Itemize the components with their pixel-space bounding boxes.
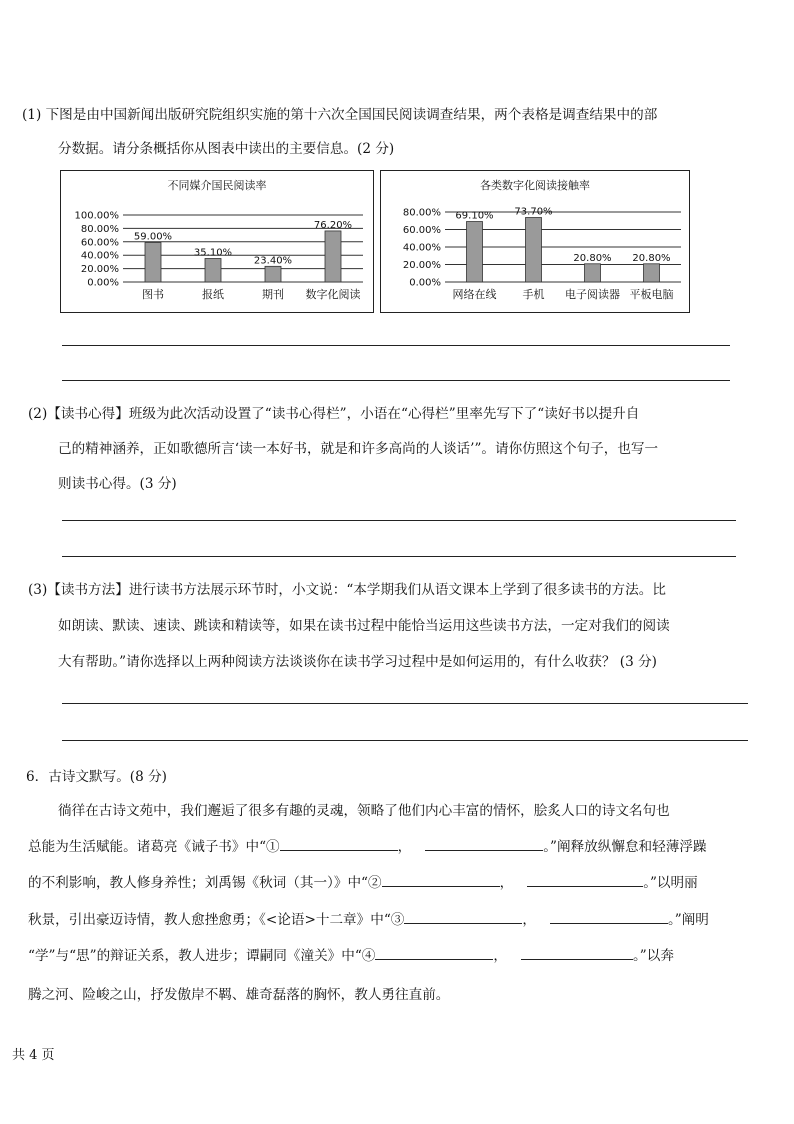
q2-line-1: (2)【读书心得】班级为此次活动设置了“读书心得栏”，小语在“心得栏”里率先写下了“读好书以提升自 — [28, 406, 640, 422]
q6-line-5-text-a: “学”与“思”的辩证关系，教人进步；谭嗣同《潼关》中“④ — [28, 948, 376, 964]
y-tick-label: 80.00% — [80, 223, 119, 235]
chart1-title: 不同媒介国民阅读率 — [167, 179, 267, 192]
answer-line[interactable] — [62, 556, 736, 557]
q3-line-1: (3)【读书方法】进行读书方法展示环节时，小文说：“本学期我们从语文课本上学到了很多读书的方法。比 — [28, 582, 666, 598]
bar — [145, 242, 161, 282]
bar — [265, 266, 281, 282]
x-category-label: 数字化阅读 — [305, 288, 361, 301]
x-category-label: 网络在线 — [452, 288, 497, 301]
q6-heading: 6．古诗文默写。(8 分) — [26, 769, 167, 785]
x-category-label: 手机 — [522, 288, 545, 301]
q2-line-3: 则读书心得。(3 分) — [58, 476, 177, 492]
page-footer: 共 4 页 — [12, 1048, 55, 1063]
fill-blank-3a[interactable] — [404, 909, 522, 924]
x-category-label: 平板电脑 — [629, 288, 674, 301]
fill-blank-4b[interactable] — [521, 945, 633, 960]
bar-value-label: 23.40% — [253, 255, 293, 267]
q6-line-2-text-a: 总能为生活赋能。诸葛亮《诫子书》中“① — [28, 839, 280, 855]
fill-blank-2a[interactable] — [382, 872, 500, 887]
q6-line-5-comma: ， — [493, 948, 507, 964]
bar-value-label: 20.80% — [632, 252, 671, 264]
y-tick-label: 0.00% — [87, 277, 119, 289]
q3-line-2: 如朗读、默读、速读、跳读和精读等，如果在读书过程中能恰当运用这些读书方法，一定对我们的阅读 — [58, 618, 670, 634]
q3-line-3: 大有帮助。”请你选择以上两种阅读方法谈谈你在读书学习过程中是如何运用的，有什么收获？ (3 分) — [58, 654, 657, 670]
fill-blank-4a[interactable] — [375, 945, 493, 960]
bar — [644, 264, 660, 282]
answer-line[interactable] — [62, 345, 730, 346]
q6-line-4-text-c: 。”阐明 — [667, 912, 709, 928]
y-tick-label: 20.00% — [80, 264, 119, 276]
bar-value-label: 35.10% — [193, 247, 233, 259]
bar — [205, 258, 221, 282]
y-tick-label: 20.00% — [402, 260, 441, 271]
q6-line-3-comma: ， — [499, 875, 514, 891]
x-category-label: 电子阅读器 — [565, 288, 620, 301]
y-tick-label: 60.00% — [80, 237, 119, 249]
bar — [325, 231, 341, 282]
bar-value-label: 59.00% — [133, 231, 173, 243]
fill-blank-1a[interactable] — [280, 836, 398, 851]
x-category-label: 图书 — [142, 288, 164, 301]
y-tick-label: 40.00% — [80, 250, 119, 262]
chart-media-reading-rate — [60, 170, 374, 313]
q6-line-3-text-c: 。”以明丽 — [643, 875, 698, 891]
q6-line-5-text-c: 。”以奔 — [633, 948, 674, 964]
q6-line-3 — [28, 871, 698, 891]
bar — [467, 222, 483, 282]
q6-line-4-comma: ， — [522, 912, 536, 928]
x-category-label: 期刊 — [262, 288, 284, 301]
answer-line[interactable] — [62, 520, 736, 521]
answer-line[interactable] — [62, 703, 748, 704]
answer-line[interactable] — [62, 740, 748, 741]
q6-line-2-comma: ， — [397, 839, 412, 855]
q1-line-2: 分数据。请分条概括你从图表中读出的主要信息。(2 分) — [58, 141, 395, 157]
q6-line-6: 腾之河、险峻之山，抒发傲岸不羁、雄奇磊落的胸怀，教人勇往直前。 — [28, 987, 450, 1003]
bar — [585, 264, 601, 282]
q6-line-3-text-a: 的不利影响，教人修身养性；刘禹锡《秋词（其一）》中“② — [28, 875, 382, 891]
answer-line[interactable] — [62, 380, 730, 381]
q6-line-2 — [28, 835, 707, 855]
q6-line-1: 徜徉在古诗文苑中，我们邂逅了很多有趣的灵魂，领略了他们内心丰富的情怀，脍炙人口的诗文名句也 — [58, 803, 670, 819]
y-tick-label: 100.00% — [74, 210, 119, 222]
y-tick-label: 80.00% — [402, 207, 441, 219]
fill-blank-1b[interactable] — [425, 836, 543, 851]
q6-line-5 — [28, 944, 674, 964]
q6-line-4-text-a: 秋景，引出豪迈诗情，教人愈挫愈勇；《<论语>十二章》中“③ — [28, 912, 405, 928]
bar-value-label: 69.10% — [455, 210, 494, 222]
chart-digital-reading-rate — [380, 170, 690, 313]
y-tick-label: 40.00% — [402, 242, 441, 254]
bar-value-label: 20.80% — [573, 252, 612, 264]
bar-value-label: 73.70% — [514, 206, 553, 218]
q6-line-4 — [28, 908, 709, 928]
fill-blank-2b[interactable] — [527, 872, 643, 887]
x-category-label: 报纸 — [202, 288, 224, 301]
bar — [526, 218, 542, 282]
y-tick-label: 60.00% — [402, 225, 441, 236]
chart2-title: 各类数字化阅读接触率 — [480, 179, 590, 192]
q1-line-1: (1) 下图是由中国新闻出版研究院组织实施的第十六次全国国民阅读调查结果，两个表格是调查结果中的部 — [22, 107, 658, 123]
q2-line-2: 己的精神涵养，正如歌德所言‘读一本好书，就是和许多高尚的人谈话’”。请你仿照这个句子，也写一 — [58, 441, 659, 457]
bar-value-label: 76.20% — [313, 219, 353, 231]
fill-blank-3b[interactable] — [550, 909, 668, 924]
y-tick-label: 0.00% — [409, 277, 441, 289]
q6-line-2-text-c: 。”阐释放纵懈怠和轻薄浮躁 — [543, 839, 707, 855]
